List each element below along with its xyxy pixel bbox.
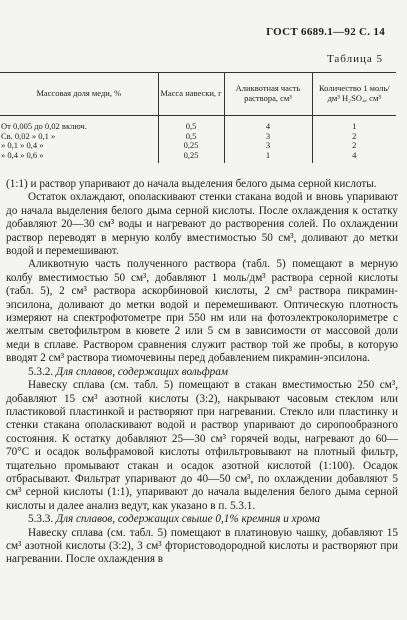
section-title: Для сплавов, содержащих свыше 0,1% кремния и хрома <box>55 513 321 526</box>
column-header: Аликвотная часть раствора, см³ <box>224 73 312 116</box>
table-cell: Св. 0,02 » 0,1 » <box>1 130 56 141</box>
column-header: Массовая доля меди, % <box>0 73 158 116</box>
table-cell: 1 <box>312 116 396 132</box>
section-number: 5.3.3. <box>28 513 54 526</box>
table-cell: 2 <box>312 132 396 142</box>
section-title: Для сплавов, содержащих вольфрам <box>55 365 229 378</box>
paragraph: Аликвотную часть полученного раствора (табл. 5) помещают в мерную колбу вместимостью 50 см³, добавляют 1 моль/дм³ раствора серной кислоты (табл. 5), 2 см³ раствора аскорбиновой кислоты, 2 см³ раствора пикрамин-эпсилона, доливают до метки водой и перемешивают. Оптическую плотность измеряют на спектрофотометре при 550 нм или на фотоэлектроколориметре с желтым светофильтром в кювете 2 или 5 см в зависимости от массовой доли меди в сплаве. Раствором сравнения служит раствор той же пробы, в которую вводят 2 см³ раствора тиомочевины перед добавлением пикрамин-эпсилона. <box>6 258 398 365</box>
table-cell: 4 <box>312 151 396 164</box>
paragraph: Навеску сплава (см. табл. 5) помещают в стакан вместимостью 250 см³, добавляют 15 см³ азотной кислоты (3:2), накрывают часовым стеклом или пластиковой пластинкой и растворяют при нагревании. Стекло или пластинку и стенки стакана ополаскивают водой и раствор упаривают до сиропообразного состояния. К остатку добавляют 25—30 см³ горячей воды, нагревают до 60—70°С и осадок вольфрамовой кислоты отфильтровывают на плотный фильтр, тщательно промывают стакан и осадок азотной кислотой (1:100). Осадок отбрасывают. Фильтрат упаривают до 40—50 см³, по охлаждении добавляют 5 см³ серной кислоты (1:1), упаривают до начала выделения белого дыма серной кислоты и далее анализ ведут, как указано в п. 5.3.1. <box>6 379 398 512</box>
paragraph: Остаток охлаждают, ополаскивают стенки стакана водой и вновь упаривают до начала выделения белого дыма серной кислоты. После охлаждения к остатку добавляют 20—30 см³ воды и нагревают до растворения солей. По охлаждении раствор переводят в мерную колбу вместимостью 50 см³, доливают до метки водой и перемешивают. <box>6 191 398 258</box>
table-cell: 3 <box>224 132 312 142</box>
table-cell: » 0,1 » 0,4 » <box>1 140 44 150</box>
table-cell: 0,25 <box>158 151 224 164</box>
table-cell: 0,5 <box>158 132 224 142</box>
table-cell: » 0,4 » 0,6 » <box>1 149 44 160</box>
table-cell: 3 <box>224 141 312 151</box>
table-row <box>0 151 396 164</box>
table-cell: 2 <box>312 141 396 151</box>
table-cell: 4 <box>224 116 312 132</box>
table-header-row <box>0 73 396 116</box>
section-heading <box>6 513 398 526</box>
body-text <box>6 178 398 567</box>
table-cell: От 0,005 до 0,02 включ. <box>1 121 87 131</box>
data-table <box>0 72 396 163</box>
table-row <box>0 116 396 132</box>
section-heading <box>6 366 398 379</box>
table-row <box>0 132 396 142</box>
column-header: Масса навески, г <box>158 73 224 116</box>
table-cell: 1 <box>224 151 312 164</box>
page-header: ГОСТ 6689.1—92 С. 14 <box>266 26 385 38</box>
table-cell: 0,5 <box>158 116 224 132</box>
paragraph: (1:1) и раствор упаривают до начала выделения белого дыма серной кислоты. <box>6 178 377 190</box>
table-title: Таблица 5 <box>326 53 383 65</box>
section-number: 5.3.2. <box>28 365 54 378</box>
table-cell: 0,25 <box>158 141 224 151</box>
column-header: Количество 1 моль/дм³ H₂SO₄, см³ <box>312 73 396 116</box>
paragraph: Навеску сплава (см. табл. 5) помещают в платиновую чашку, добавляют 15 см³ азотной кислоты (3:2), 3 см³ фтористоводородной кислоты и растворяют при нагревании. После охлаждения в <box>6 526 398 566</box>
table-row <box>0 141 396 151</box>
